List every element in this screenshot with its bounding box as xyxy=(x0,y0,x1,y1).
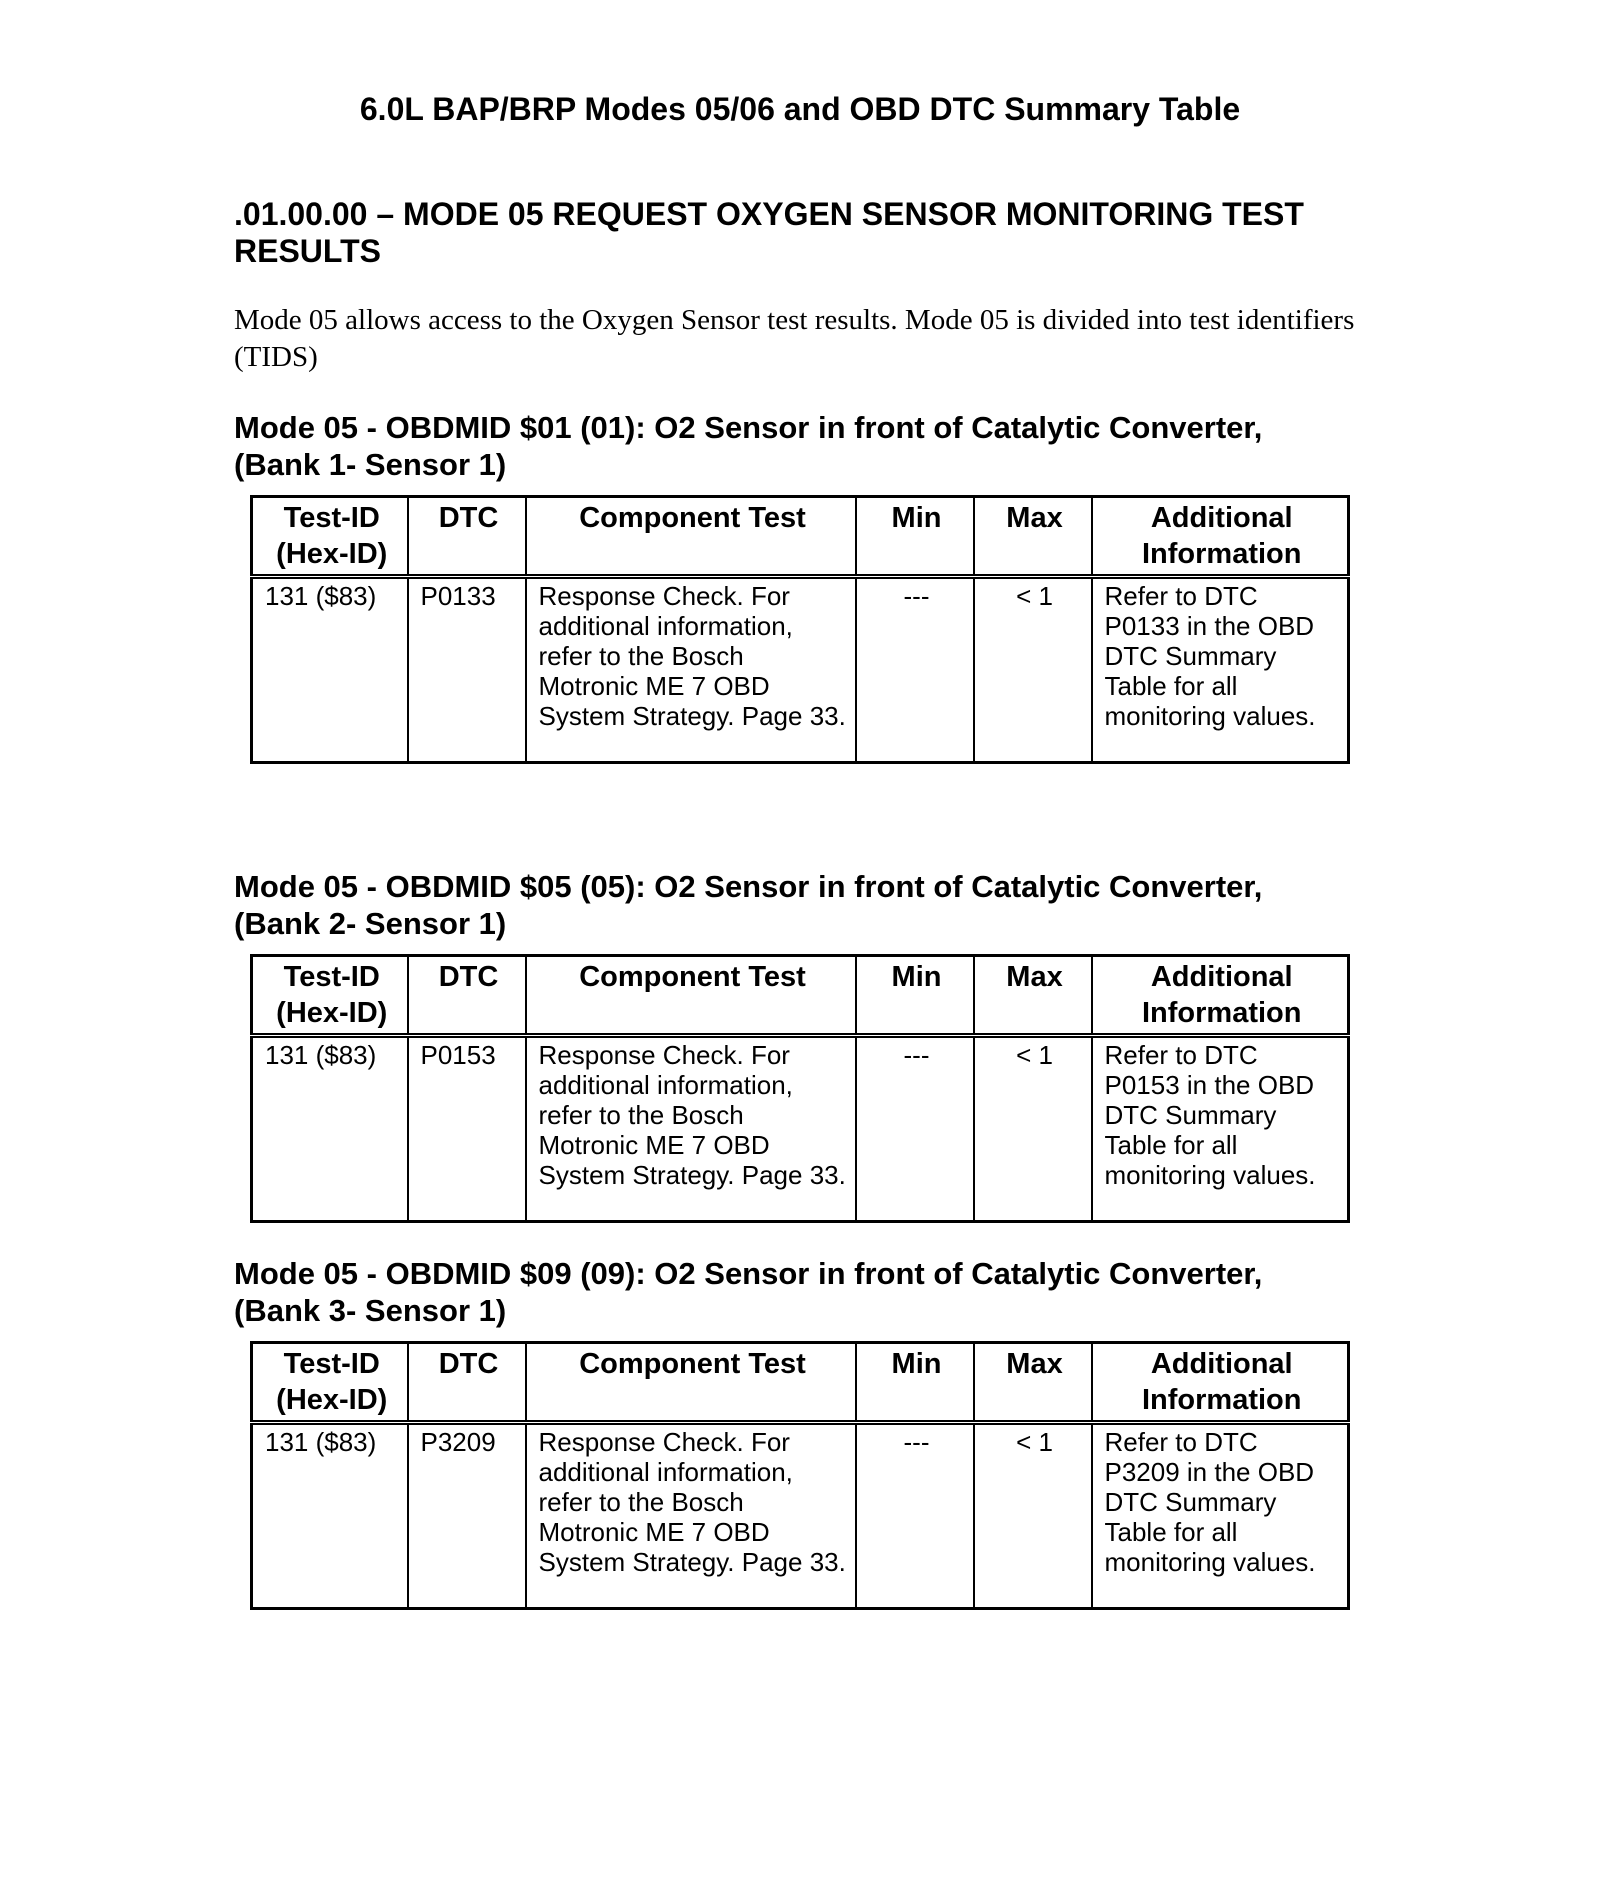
obdmid-01-block xyxy=(234,409,1354,764)
cell-min: --- xyxy=(856,1423,974,1609)
obdmid-05-block xyxy=(234,868,1354,1223)
cell-additional-information: Refer to DTC P0133 in the OBD DTC Summary Table for all monitoring values. xyxy=(1092,577,1349,763)
cell-dtc: P0133 xyxy=(408,577,526,763)
table-header-row xyxy=(252,1343,1349,1423)
cell-additional-information: Refer to DTC P3209 in the OBD DTC Summary Table for all monitoring values. xyxy=(1092,1423,1349,1609)
header-dtc: DTC xyxy=(408,956,526,1036)
header-component-test: Component Test xyxy=(526,956,856,1036)
obdmid-09-heading: Mode 05 - OBDMID $09 (09): O2 Sensor in front of Catalytic Converter, (Bank 3- Sensor 1) xyxy=(234,1256,1263,1328)
cell-max: < 1 xyxy=(974,577,1092,763)
header-dtc: DTC xyxy=(408,1343,526,1423)
obdmid-05-table xyxy=(250,954,1350,1223)
header-additional-information: Additional Information xyxy=(1092,956,1349,1036)
table-row xyxy=(252,1423,1349,1609)
header-min: Min xyxy=(856,956,974,1036)
header-additional-information: Additional Information xyxy=(1092,1343,1349,1423)
cell-dtc: P3209 xyxy=(408,1423,526,1609)
header-max: Max xyxy=(974,956,1092,1036)
section-heading: .01.00.00 – MODE 05 REQUEST OXYGEN SENSOR MONITORING TEST RESULTS xyxy=(234,196,1304,269)
cell-test-id: 131 ($83) xyxy=(252,1036,408,1222)
header-max: Max xyxy=(974,1343,1092,1423)
cell-min: --- xyxy=(856,1036,974,1222)
table-row xyxy=(252,1036,1349,1222)
table-row xyxy=(252,577,1349,763)
header-component-test: Component Test xyxy=(526,1343,856,1423)
obdmid-01-table xyxy=(250,495,1350,764)
cell-min: --- xyxy=(856,577,974,763)
obdmid-09-block xyxy=(234,1255,1354,1610)
obdmid-05-heading: Mode 05 - OBDMID $05 (05): O2 Sensor in front of Catalytic Converter, (Bank 2- Sensor 1) xyxy=(234,869,1263,941)
header-test-id: Test-ID (Hex-ID) xyxy=(252,497,408,577)
header-min: Min xyxy=(856,1343,974,1423)
header-dtc: DTC xyxy=(408,497,526,577)
page-title: 6.0L BAP/BRP Modes 05/06 and OBD DTC Summary Table xyxy=(359,91,1241,127)
cell-test-id: 131 ($83) xyxy=(252,577,408,763)
header-min: Min xyxy=(856,497,974,577)
cell-test-id: 131 ($83) xyxy=(252,1423,408,1609)
header-max: Max xyxy=(974,497,1092,577)
cell-max: < 1 xyxy=(974,1036,1092,1222)
table-header-row xyxy=(252,497,1349,577)
header-test-id: Test-ID (Hex-ID) xyxy=(252,956,408,1036)
header-component-test: Component Test xyxy=(526,497,856,577)
cell-component-test: Response Check. For additional information, refer to the Bosch Motronic ME 7 OBD System Strategy. Page 33. xyxy=(526,577,856,763)
intro-paragraph: Mode 05 allows access to the Oxygen Sensor test results. Mode 05 is divided into test identifiers (TIDS) xyxy=(234,304,1355,373)
cell-additional-information: Refer to DTC P0153 in the OBD DTC Summary Table for all monitoring values. xyxy=(1092,1036,1349,1222)
header-test-id: Test-ID (Hex-ID) xyxy=(252,1343,408,1423)
cell-max: < 1 xyxy=(974,1423,1092,1609)
obdmid-01-heading: Mode 05 - OBDMID $01 (01): O2 Sensor in front of Catalytic Converter, (Bank 1- Sensor 1) xyxy=(234,410,1263,482)
header-additional-information: Additional Information xyxy=(1092,497,1349,577)
obdmid-09-table xyxy=(250,1341,1350,1610)
cell-dtc: P0153 xyxy=(408,1036,526,1222)
cell-component-test: Response Check. For additional information, refer to the Bosch Motronic ME 7 OBD System Strategy. Page 33. xyxy=(526,1423,856,1609)
table-header-row xyxy=(252,956,1349,1036)
cell-component-test: Response Check. For additional information, refer to the Bosch Motronic ME 7 OBD System Strategy. Page 33. xyxy=(526,1036,856,1222)
